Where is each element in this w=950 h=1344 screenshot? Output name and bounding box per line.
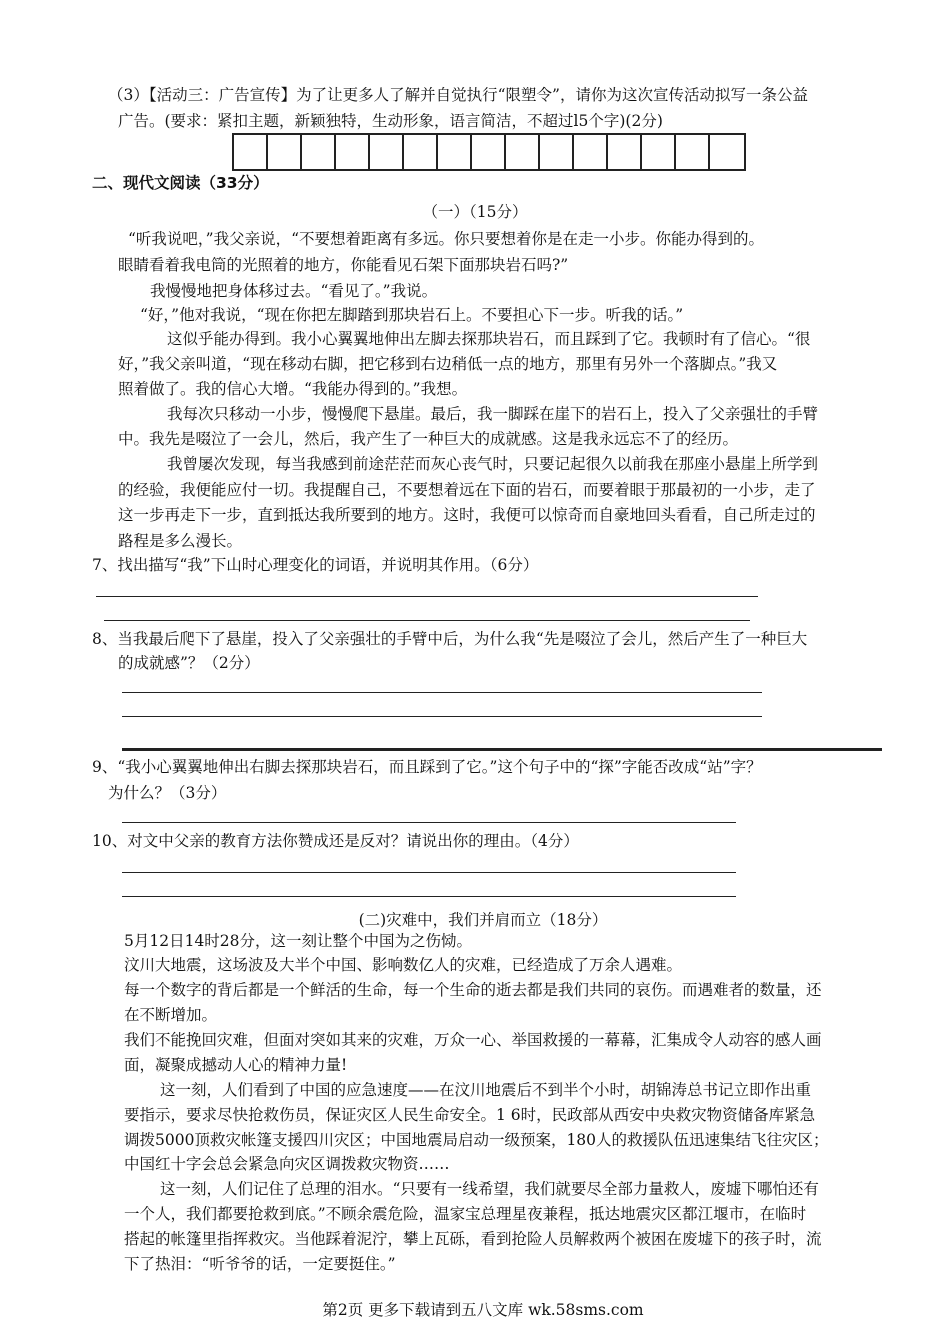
passage1-line: 眼睛看着我电筒的光照着的地方，你能看见石架下面那块岩石吗?” — [118, 256, 569, 274]
answer-line-q7[interactable] — [96, 596, 758, 597]
grid-cell[interactable] — [642, 135, 676, 169]
question-8-line-2: 的成就感”？（2分） — [118, 654, 260, 672]
passage1-line: 这似乎能办得到。我小心翼翼地伸出左脚去探那块岩石，而且踩到了它。我顿时有了信心。“很 — [167, 330, 811, 348]
question-9-line-1: 9、“我小心翼翼地伸出右脚去探那块岩石，而且踩到了它。”这个句子中的“探”字能否改成“站”字？ — [92, 758, 762, 776]
answer-grid[interactable] — [232, 133, 746, 171]
activity-line-2: 广告。(要求：紧扣主题，新颖独特，生动形象，语言简洁，不超过l5个字)(2分) — [118, 112, 663, 130]
passage2-line: 下了热泪：“听爷爷的话，一定要挺住。” — [124, 1255, 396, 1273]
answer-line-q8[interactable] — [122, 716, 762, 717]
passage2-line: 一个人，我们都要抢救到底。”不顾余震危险，温家宝总理星夜兼程，抵达地震灾区都江堰市，在临时 — [124, 1205, 807, 1223]
grid-cell[interactable] — [404, 135, 438, 169]
grid-cell[interactable] — [676, 135, 710, 169]
question-10: 10、对文中父亲的教育方法你赞成还是反对？请说出你的理由。（4分） — [92, 832, 579, 850]
passage1-line: 路程是多么漫长。 — [118, 532, 243, 550]
passage1-line: “听我说吧，”我父亲说，“不要想着距离有多远。你只要想着你是在走一小步。你能办得到的。 — [128, 230, 765, 248]
grid-cell[interactable] — [608, 135, 642, 169]
grid-cell[interactable] — [574, 135, 608, 169]
passage2-line: 在不断增加。 — [124, 1006, 218, 1024]
activity-line-1: （3）【活动三：广告宣传】为了让更多人了解并自觉执行“限塑令”，请你为这次宣传活动拟写一条公益 — [108, 86, 808, 104]
passage2-line: 调拨5000顶救灾帐篷支援四川灾区；中国地震局启动一级预案，180人的救援队伍迅速集结飞往灾区； — [124, 1131, 829, 1149]
passage2-line: 要指示，要求尽快抢救伤员，保证灾区人民生命安全。1 6时，民政部从西安中央救灾物资储备库紧急 — [124, 1106, 816, 1124]
passage1-line: 照着做了。我的信心大增。“我能办得到的。”我想。 — [118, 380, 468, 398]
grid-cell[interactable] — [506, 135, 540, 169]
passage2-line: 面，凝聚成撼动人心的精神力量! — [124, 1056, 348, 1074]
part2-heading: (二)灾难中，我们并肩而立（18分） — [358, 911, 608, 929]
grid-cell[interactable] — [302, 135, 336, 169]
passage1-line: 我曾屡次发现，每当我感到前途茫茫而灰心丧气时，只要记起很久以前我在那座小悬崖上所学到 — [167, 455, 819, 473]
answer-line-q7[interactable] — [104, 620, 750, 621]
part1-heading: （一）（15分） — [422, 203, 528, 221]
passage2-line: 这一刻，人们看到了中国的应急速度——在汶川地震后不到半个小时，胡锦涛总书记立即作出重 — [160, 1081, 812, 1099]
passage2-line: 5月12日14时28分，这一刻让整个中国为之伤恸。 — [124, 932, 473, 950]
passage2-line: 汶川大地震，这场波及大半个中国、影响数亿人的灾难，已经造成了万余人遇难。 — [124, 956, 683, 974]
page-footer: 第2页 更多下载请到五八文库 wk.58sms.com — [322, 1301, 644, 1319]
passage1-line: 好，”我父亲叫道，“现在移动右脚，把它移到右边稍低一点的地方，那里有另外一个落脚点。”我又 — [118, 355, 778, 373]
grid-cell[interactable] — [438, 135, 472, 169]
grid-cell[interactable] — [336, 135, 370, 169]
answer-line-q10[interactable] — [122, 896, 736, 897]
passage2-line: 中国红十字会总会紧急向灾区调拨救灾物资…… — [124, 1155, 450, 1173]
divider-rule — [122, 748, 882, 751]
passage1-line: 我每次只移动一小步，慢慢爬下悬崖。最后，我一脚踩在崖下的岩石上，投入了父亲强壮的手臂 — [167, 405, 819, 423]
passage2-line: 这一刻，人们记住了总理的泪水。“只要有一线希望，我们就要尽全部力量救人，废墟下哪怕还有 — [160, 1180, 819, 1198]
grid-cell[interactable] — [540, 135, 574, 169]
answer-line-q9[interactable] — [122, 822, 736, 823]
passage1-line: 这一步再走下一步，直到抵达我所要到的地方。这时，我便可以惊奇而自豪地回头看看，自己所走过的 — [118, 506, 816, 524]
grid-cell[interactable] — [472, 135, 506, 169]
section-heading: 二、现代文阅读（33分） — [92, 174, 269, 192]
question-7: 7、找出描写“我”下山时心理变化的词语，并说明其作用。（6分） — [92, 556, 539, 574]
passage2-line: 每一个数字的背后都是一个鲜活的生命，每一个生命的逝去都是我们共同的哀伤。而遇难者的数量，还 — [124, 981, 822, 999]
answer-line-q8[interactable] — [122, 692, 762, 693]
passage1-line: 中。我先是啜泣了一会儿，然后，我产生了一种巨大的成就感。这是我永远忘不了的经历。 — [118, 430, 739, 448]
answer-line-q10[interactable] — [122, 872, 736, 873]
question-9-line-2: 为什么？（3分） — [108, 784, 227, 802]
passage1-line: 我慢慢地把身体移过去。“看见了。”我说。 — [150, 282, 438, 300]
grid-cell[interactable] — [268, 135, 302, 169]
grid-cell[interactable] — [710, 135, 744, 169]
passage2-line: 搭起的帐篷里指挥救灾。当他踩着泥泞，攀上瓦砾，看到抢险人员解救两个被困在废墟下的孩子时，流 — [124, 1230, 822, 1248]
passage1-line: “好，”他对我说，“现在你把左脚踏到那块岩石上。不要担心下一步。听我的话。” — [140, 306, 684, 324]
passage1-line: 的经验，我便能应付一切。我提醒自己，不要想着远在下面的岩石，而要着眼于那最初的一小步，走了 — [118, 481, 816, 499]
passage2-line: 我们不能挽回灾难，但面对突如其来的灾难，万众一心、举国救援的一幕幕，汇集成令人动容的感人画 — [124, 1031, 822, 1049]
question-8-line-1: 8、当我最后爬下了悬崖，投入了父亲强壮的手臂中后，为什么我“先是啜泣了会儿，然后产生了一种巨大 — [92, 630, 808, 648]
grid-cell[interactable] — [370, 135, 404, 169]
grid-cell[interactable] — [234, 135, 268, 169]
